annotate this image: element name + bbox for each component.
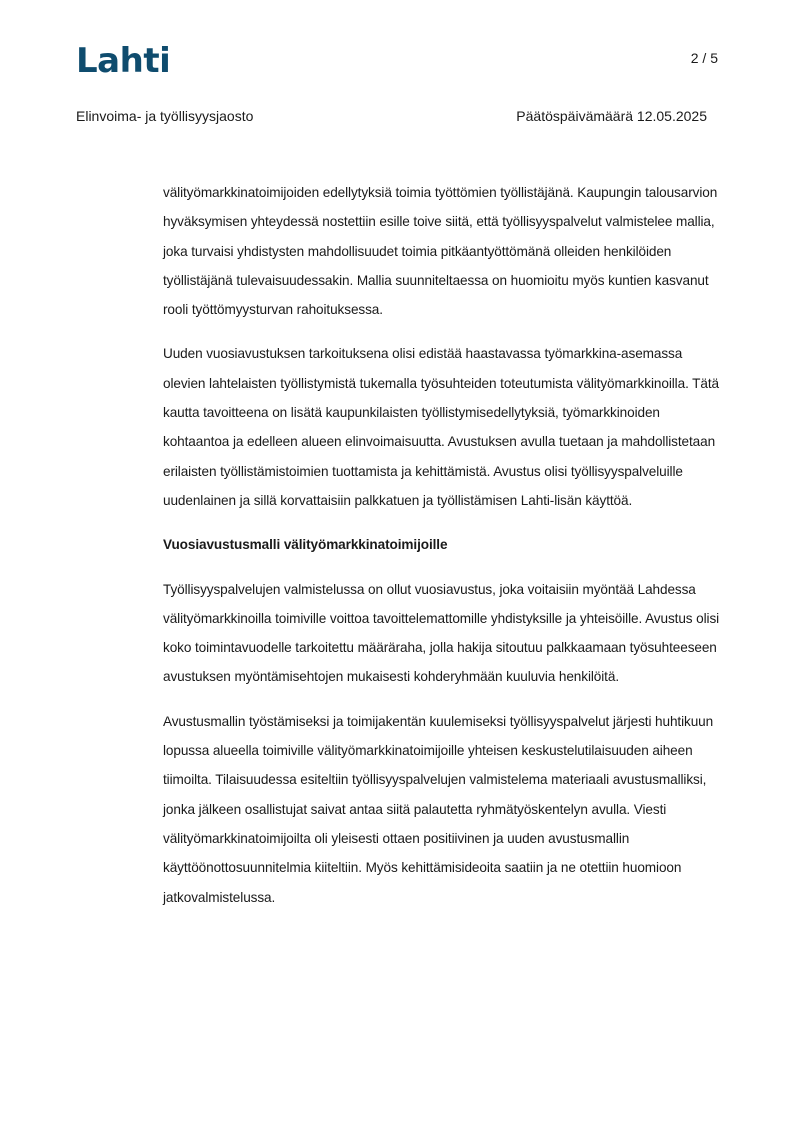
section-heading: Vuosiavustusmalli välityömarkkinatoimijoille [163,537,448,553]
org-unit: Elinvoima- ja työllisyysjaosto [76,108,254,124]
paragraph: välityömarkkinatoimijoiden edellytyksiä toimia työttömien työllistäjänä. Kaupungin talousarvion hyväksymisen yhteydessä nostettiin esille toive siitä, että työllisyyspalvelut valmistelee mallia, joka turvaisi yhdistysten mahdollisuudet toimia pitkäantyöttömänä olleiden henkilöiden työllistäjänä tulevaisuudessakin. Mallia suunniteltaessa on huomioitu myös kuntien kasvanut rooli työttömyysturvan rahoituksessa. [163,185,718,318]
decision-date: Päätöspäivämäärä 12.05.2025 [516,108,707,124]
paragraph: Avustusmallin työstämiseksi ja toimijakentän kuulemiseksi työllisyyspalvelut järjesti huhtikuun lopussa alueella toimiville välityömarkkinatoimijoille yhteisen keskustelutilaisuuden aiheen tiimoilta. Tilaisuudessa esiteltiin työllisyyspalvelujen valmistelema materiaali avustusmalliksi, jonka jälkeen osallistujat saivat antaa siitä palautetta ryhmätyöskentelyn avulla. Viesti välityömarkkinatoimijoilta oli yleisesti ottaen positiivinen ja uuden avustusmallin käyttöönottosuunnitelmia kiiteltiin. Myös kehittämisideoita saatiin ja ne otettiin huomioon jatkovalmistelussa. [163,713,714,905]
lahti-logo: Lahti [76,41,171,81]
page-number: 2 / 5 [690,50,718,66]
paragraph: Uuden vuosiavustuksen tarkoituksena olisi edistää haastavassa työmarkkina-asemassa olevien lahtelaisten työllistymistä tukemalla työsuhteiden toteutumista välityömarkkinoilla. Tätä kautta tavoitteena on lisätä kaupunkilaisten työllistymisedellytyksiä, työmarkkinoiden kohtaantoa ja edelleen alueen elinvoimaisuutta. Avustuksen avulla tuetaan ja mahdollistetaan erilaisten työllistämistoimien tuottamista ja kehittämistä. Avustus olisi työllisyyspalveluille uudenlainen ja sillä korvattaisiin palkkatuen ja työllistämisen Lahti-lisän käyttöä. [163,346,719,508]
document-body [163,178,723,927]
paragraph: Työllisyyspalvelujen valmistelussa on ollut vuosiavustus, joka voitaisiin myöntää Lahdessa välityömarkkinoilla toimiville voittoa tavoittelemattomille yhdistyksille ja yhteisöille. Avustus olisi koko toimintavuodelle tarkoitettu määräraha, jolla hakija sitoutuu palkkaamaan työsuhteeseen avustuksen myöntämisehtojen mukaisesti kohderyhmään kuuluvia henkilöitä. [163,581,720,685]
